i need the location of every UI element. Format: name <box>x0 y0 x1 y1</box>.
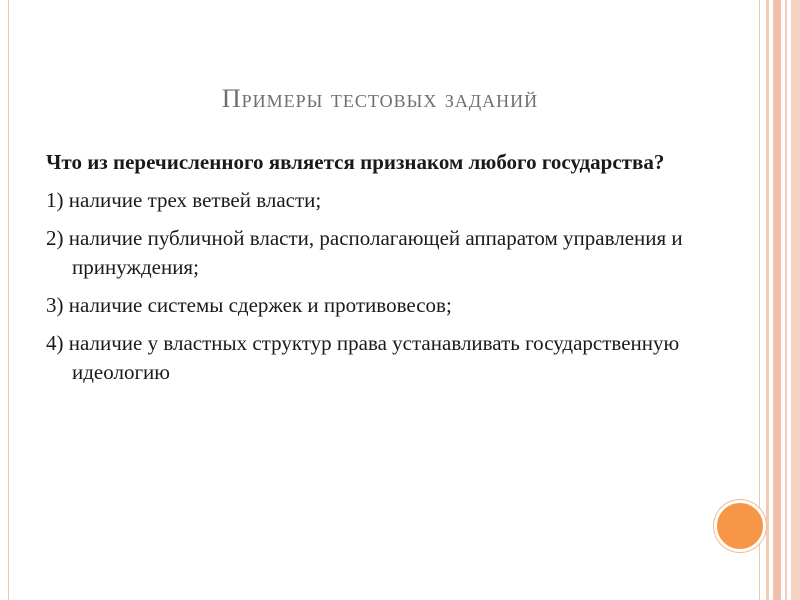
answer-option-4: 4) наличие у властных структур права устанавливать государственную идеологию <box>46 331 680 384</box>
answer-option-1: 1) наличие трех ветвей власти; <box>46 188 322 212</box>
answer-option-3: 3) наличие системы сдержек и противовесов; <box>46 293 452 317</box>
decorative-stripe <box>766 0 769 600</box>
slide-title: Примеры тестовых заданий <box>221 84 539 113</box>
decorative-stripe <box>785 0 787 600</box>
answer-option-2: 2) наличие публичной власти, располагающей аппаратом управления и принуждения; <box>46 226 683 279</box>
decorative-stripe <box>791 0 800 600</box>
question-text: Что из перечисленного является признаком любого государства? <box>46 150 665 174</box>
orange-circle-decoration <box>714 500 766 552</box>
decorative-stripe <box>773 0 781 600</box>
slide-body <box>46 148 696 396</box>
